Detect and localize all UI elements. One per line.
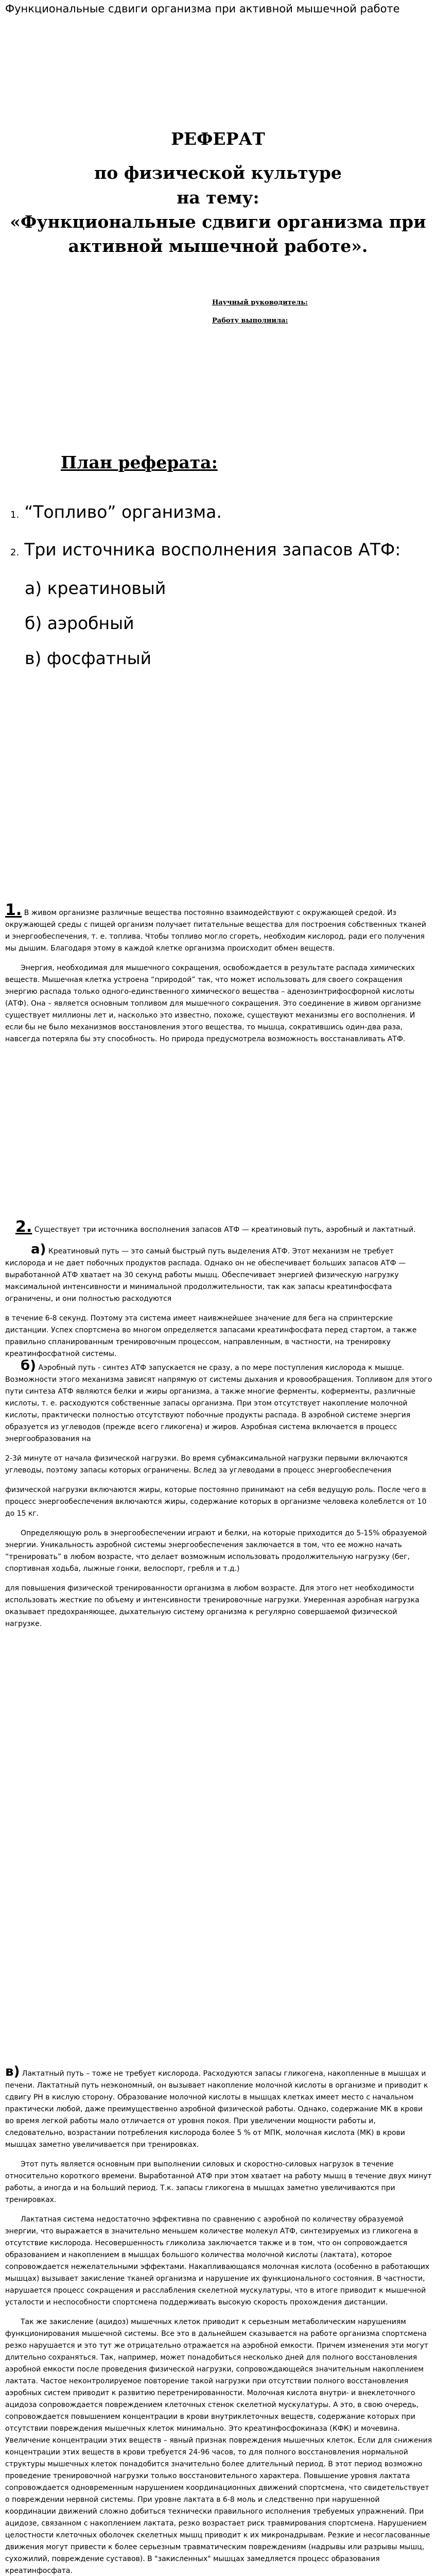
aerobic-paragraph-4: Определяющую роль в энергообеспечении играют и белки, на которые приходится до 5-15% образуемой энергии. Уникальность аэробной системы энергообеспечения заключается в том, что ее можно начать “тренировать” в любом возрасте, что делает возможным использовать продолжительную нагрузку (бег, спортивная ходьба, лыжные гонки, велоспорт, гребля и т.д.) (5, 1529, 427, 1573)
lactate-paragraph-3: Лактатная система недостаточно эффективна по сравнению с аэробной по количеству образуемой энергии, что выражается в значительно меньшем количестве молекул АТФ, синтезируемых из гликогена в отсутствие кислорода. Несовершенность гликолиза заключается также и в том, что он сопровождается образованием и накоплением в мышцах большого количества молочной кислоты (лактата), которое сопровождается нежелательными эффектами. Накапливающаяся молочная кислота (особенно в работающих мышцах) вызывает закисление тканей организма и нарушение их функционального состояния. В частности, нарушается процесс сокращения и расслабления скелетной мускулатуры, что в итоге приводит к мышечной усталости и неспособности спортсмена поддерживать высокую скорость прохождения дистанции. (5, 2215, 430, 2307)
plan-title: План реферата: (61, 452, 218, 472)
section-2-number: 2. (15, 1218, 32, 1236)
cover-topic-line-1: «Функциональные сдвиги организма при (10, 212, 426, 232)
aerobic-paragraph-3: физической нагрузки включаются жиры, которые постоянно принимают на себя ведущую роль. После чего в процесс энергообеспечения включаются жиры, содержание которых в организме человека колеблется от 10 до 15 кг. (5, 1486, 427, 1518)
section-2 (5, 1218, 432, 1630)
aerobic-paragraph-5: для повышения физической тренированности организма в любом возрасте. Для этого нет необходимости использовать жесткие по объему и интенсивности тренировочные нагрузки. Умеренная аэробная нагрузка оказывает предохраняющее, дыхательную систему организма к регулярно совершаемой физической нагрузке. (5, 1584, 420, 1628)
section-1-paragraph-2: Энергия, необходимая для мышечного сокращения, освобождается в результате распада химических веществ. Мышечная клетка устроена “природой” так, что может использовать для своего сокращения энергию распада только одного-единственного химического вещества – аденозинтрифосфорной кислоты (АТФ). Она – является основным топливом для мышечного сокращения. Это соединение в живом организме существует миллионы лет и, насколько это известно, похоже, существуют механизмы его восполнения. И если бы не было механизмов восстановления этого вещества, то мышца, сократившись один-два раза, навсегда потеряла бы эту способность. Но природа предусмотрела возможность восстанавливать АТФ. (5, 964, 421, 1043)
creatine-paragraph-1: а) Креатиновый путь — это самый быстрый путь выделения АТФ. Этот механизм не требует кислорода и не дает побочных продуктов распада. Однако он не обеспечивает больших запасов АТФ — выработанной АТФ хватает на 30 секунд работы мышц. Обеспечивает энергией физическую нагрузку максимальной интенсивности и минимальной продолжительности, так как запасы креатинфосфата ограничены, и они полностью расходуются (5, 1242, 406, 1303)
aerobic-paragraph-2: 2-3й минуте от начала физической нагрузки. Во время субмаксимальной нагрузки первыми включаются углеводы, поэтому запасы которых ограничены. Вслед за углеводами в процесс энергообеспечения (5, 1454, 408, 1475)
author-label: Работу выполнила: (212, 317, 288, 325)
plan-item-2-text: Три источника восполнения запасов АТФ: (24, 539, 401, 560)
section-1-paragraph-1: 1. В живом организме различные вещества постоянно взаимодействуют с окружающей средой. Из окружающей среды с пищей организм получает питательные вещества для построения собственных тканей и энергообеспечения, т. е. топлива. Чтобы топливо могло сгореть, необходим кислород, ради его получения мы дышим. Благодаря этому в каждой клетке организма происходит обмен веществ. (5, 901, 426, 953)
section-1 (5, 901, 432, 1045)
lactate-paragraph-1: в) Лактатный путь – тоже не требует кислорода. Расходуются запасы гликогена, накопленные в мышцах и печени. Лактатный путь неэкономный, он вызывает накопление молочной кислоты в организме и приводит к сдвигу РН в кислую сторону. Образование молочной кислоты в мышцах клетках имеет место с начальном практически любой, даже преимущественно аэробной физической работы. Однако, содержание МК в крови во время легкой работы мало отличается от уровня покоя. При увеличении мощности работы и, следовательно, возрастании потребления кислорода более 5 % от МПК, молочная кислота (МК) в крови мышцах заметно увеличивается при тренировках. (5, 2064, 428, 2149)
aerobic-paragraph-1: б) Аэробный путь - синтез АТФ запускается не сразу, а по мере поступления кислорода к мышце. Возможности этого механизма зависят напрямую от системы дыхания и кровообращения. Топливом для этого пути синтеза АТФ являются белки и жиры организма, а также многие ферменты, коферменты, различные кислоты, т. е. расходуются собственные запасы организма. При этом отсутствует накопление молочной кислоты, практически полностью отсутствуют побочные продукты распада. В аэробной системе энергия образуется из углеводов (прежде всего гликогена) и жиров. Аэробная система включается в процесс энергообразования на (5, 1358, 432, 1443)
plan-subitem-c: в) фосфатный (25, 648, 152, 668)
creatine-paragraph-2: в течение 6-8 секунд. Поэтому эта система имеет наивжнейшее значение для бега на спринтерские дистанции. Успех спортсмена во многом определяется запасами креатинфосфата перед стартом, а также правильно спланированным тренировочным процессом, направленным, в частности, на тренировку креатинфосфатной системы. (5, 1314, 417, 1358)
cover-on-topic: на тему: (177, 188, 259, 208)
plan-item-1 (10, 502, 222, 522)
supervisor-label: Научный руководитель: (212, 299, 308, 307)
lactate-paragraph-2: Этот путь является основным при выполнении силовых и скоростно-силовых нагрузок в течение относительно короткого времени. Выработанной АТФ при этом хватает на работу мышц в течение двух минут работы, а иногда и на больший период. Т.к. запасы гликогена в мышцах заметно увеличиваются при тренировках. (5, 2160, 432, 2204)
plan-subitem-b: б) аэробный (25, 613, 134, 633)
aerobic-label: б) (21, 1358, 37, 1374)
plan-item-1-text: “Топливо” организма. (24, 502, 222, 522)
cover-topic-line-2: активной мышечной работе». (68, 236, 368, 256)
lactate-paragraph-4: Так же закисление (ацидоз) мышечных клеток приводит к серьезным метаболическим нарушениям функционирования мышечной системы. Все это в дальнейшем сказывается на работе организма спортсмена резко нарушается и это тут же отрицательно отражается на аэробной емкости. Причем изменения эти могут длительно сохраняться. Так, например, может понадобиться несколько дней для полного восстановления аэробной емкости после проведения физической нагрузки, сопровождающейся значительным накоплением лактата. Частое неконтролируемое повторение такой нагрузки при отсутствии полного восстановления аэробных систем приводит к развитию перетренированности. Молочная кислота внутри- и внеклеточного ацидоза сопровождается повреждением клеточных стенок скелетной мускулатуры. А это, в свою очередь, сопровождается повышением концентрации в крови внутриклеточных веществ, содержание которых при отсутствии повреждения мышечных клеток минимально. Это креатинфосфокиназа (КФК) и мочевина. Увеличение концентрации этих веществ – явный признак повреждения мышечных клеток. Если для снижения концентрации этих веществ в крови требуется 24-96 часов, то для полного восстановления нормальной структуры мышечных клеток понадобится значительно более длительный период. В этот период возможно проведение тренировочной нагрузки только восстановительного характера. Повышение уровня лактата сопровождается одновременным нарушением координационных движений спортсмена, что свидетельствует о повреждении нервной системы. При уровне лактата в 6-8 моль и следственно при нарушенной координации движений сложно добиться технически правильного исполнения требуемых упражнений. При ацидозе, связанном с накоплением лактата, резко возрастает риск травмирования спортсмена. Нарушением целостности клеточных оболочек скелетных мышц приводит к их микронадрывам. Резкие и несогласованные движения могут привести к более серьезным травматическим повреждениям (надрывы или разрывы мышц, сухожилий, повреждение суставов). В "закисленных" мышцах замедляется процесс образования креатинфосфата. (5, 2318, 432, 2575)
cover-subject: по физической культуре (94, 163, 342, 183)
plan-item-2-number: 2. (10, 547, 20, 558)
section-2-lactate (5, 2066, 432, 2576)
plan-subitem-a: а) креатиновый (25, 578, 166, 598)
lactate-label: в) (5, 2064, 20, 2079)
cover-heading-referat: РЕФЕРАТ (171, 129, 265, 149)
plan-item-1-number: 1. (10, 510, 20, 520)
section-2-intro: 2. Существует три источника восполнения запасов АТФ — креатиновый путь, аэробный и лактатный. (15, 1218, 416, 1236)
page-title: Функциональные сдвиги организма при активной мышечной работе (5, 3, 400, 15)
plan-item-2 (10, 539, 400, 560)
creatine-label: а) (31, 1242, 46, 1257)
section-1-number: 1. (5, 901, 22, 919)
